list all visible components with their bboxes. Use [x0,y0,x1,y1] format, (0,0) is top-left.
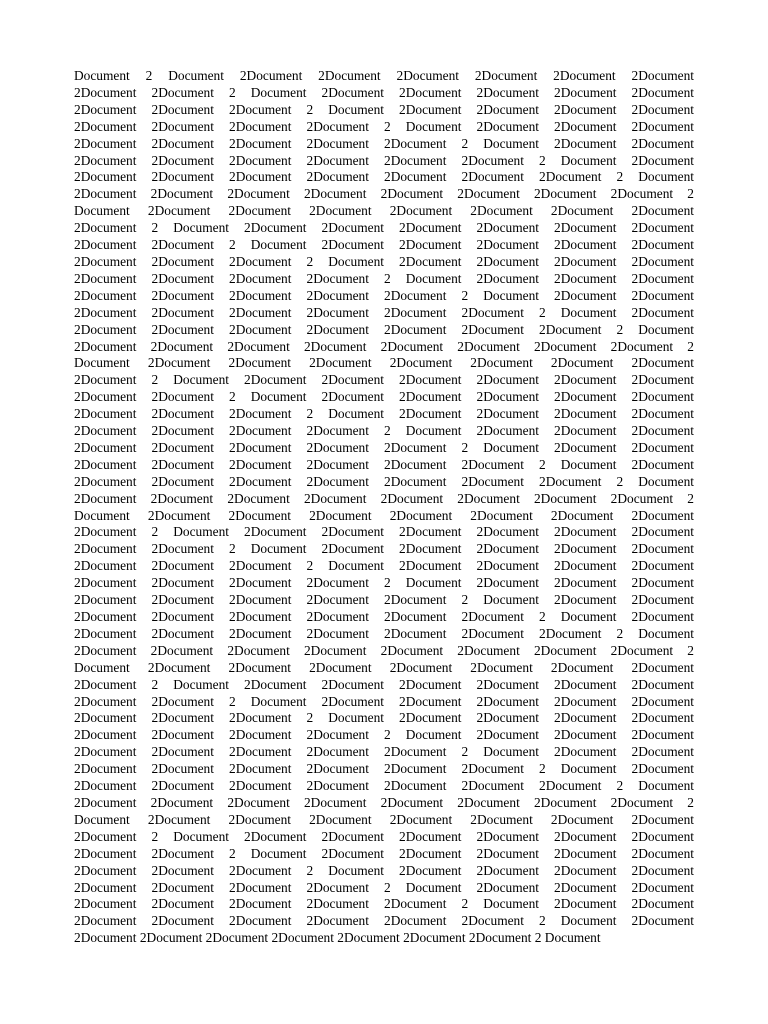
text-line: 2Document 2Document 2Document 2Document 2Document 2 Document 2Document 2Document [74,592,694,608]
text-line: 2Document 2Document 2Document 2Document 2Document 2Document 2Document 2Document 2 [74,794,694,810]
text-line: 2Document 2Document 2Document 2 Document 2Document 2Document 2Document 2Document [74,558,694,574]
text-line: Document 2 Document 2Document 2Document 2Document 2Document 2Document 2Document [74,68,694,83]
text-line: 2Document 2Document 2Document 2Document 2 Document 2Document 2Document 2Document [74,270,694,286]
text-line: 2Document 2 Document 2Document 2Document 2Document 2Document 2Document 2Document [74,828,694,844]
text-line: 2Document 2Document 2Document 2Document 2Document 2Document 2Document 2 Document [74,169,694,185]
text-line: 2Document 2Document 2Document 2Document 2 Document 2Document 2Document 2Document [74,423,694,439]
text-line: 2Document 2 Document 2Document 2Document 2Document 2Document 2Document 2Document [74,220,694,236]
document-body-text [74,68,694,947]
text-line: 2Document 2Document 2Document 2Document 2Document 2 Document 2Document 2Document [74,135,694,151]
text-line: 2Document 2Document 2Document 2Document 2 Document 2Document 2Document 2Document [74,879,694,895]
text-line: 2Document 2Document 2Document 2Document 2Document 2 Document 2Document 2Document [74,439,694,455]
text-line: 2Document 2Document 2Document 2Document 2Document 2Document 2Document 2Document 2 [74,338,694,354]
text-line: 2Document 2Document 2Document 2Document 2Document 2 Document 2Document 2Document [74,744,694,760]
text-line: 2Document 2 Document 2Document 2Document 2Document 2Document 2Document 2Document [74,676,694,692]
text-line: 2Document 2Document 2Document 2Document 2Document 2Document 2Document 2Document 2 [74,642,694,658]
text-line: 2Document 2Document 2Document 2Document 2Document 2Document 2 Document 2Document [74,152,694,168]
text-line: 2Document 2 Document 2Document 2Document 2Document 2Document 2Document 2Document [74,524,694,540]
text-line: 2Document 2Document 2Document 2Document 2Document 2Document 2Document 2 Document [74,625,694,641]
text-line: 2Document 2 Document 2Document 2Document 2Document 2Document 2Document 2Document [74,372,694,388]
text-line: 2Document 2Document 2Document 2 Document 2Document 2Document 2Document 2Document [74,253,694,269]
text-line: 2Document 2Document 2Document 2Document 2Document 2Document 2Document 2 Document [74,321,694,337]
text-line: 2Document 2Document 2Document 2 Document 2Document 2Document 2Document 2Document [74,710,694,726]
text-line: 2Document 2Document 2Document 2 Document 2Document 2Document 2Document 2Document [74,406,694,422]
text-line: 2Document 2Document 2Document 2Document 2 Document 2Document 2Document 2Document [74,118,694,134]
text-line: 2Document 2Document 2Document 2Document 2Document 2Document 2 Document 2Document [74,609,694,624]
text-line: Document 2Document 2Document 2Document 2Document 2Document 2Document 2Document [74,355,694,371]
text-line: 2Document 2Document 2Document 2Document 2Document 2Document 2Document 2 Document [74,473,694,489]
text-line: Document 2Document 2Document 2Document 2Document 2Document 2Document 2Document [74,203,694,219]
text-line: 2Document 2Document 2Document 2Document 2Document 2Document 2 Document 2Document [74,456,694,472]
text-line: 2Document 2Document 2 Document 2Document 2Document 2Document 2Document 2Document [74,845,694,861]
text-line: 2Document 2Document 2 Document 2Document 2Document 2Document 2Document 2Document [74,84,694,100]
text-line: 2Document 2Document 2 Document 2Document 2Document 2Document 2Document 2Document [74,389,694,405]
text-line: 2Document 2Document 2Document 2Document 2Document 2Document 2Document 2 Document [74,930,601,946]
text-line: Document 2Document 2Document 2Document 2Document 2Document 2Document 2Document [74,659,694,675]
text-line: Document 2Document 2Document 2Document 2Document 2Document 2Document 2Document [74,507,694,523]
text-line: 2Document 2Document 2Document 2Document 2Document 2Document 2Document 2Document 2 [74,490,694,506]
text-line: 2Document 2Document 2Document 2Document 2Document 2 Document 2Document 2Document [74,287,694,303]
text-line: 2Document 2Document 2 Document 2Document 2Document 2Document 2Document 2Document [74,237,694,253]
text-line: 2Document 2Document 2Document 2 Document 2Document 2Document 2Document 2Document [74,862,694,878]
text-line: 2Document 2Document 2Document 2Document 2 Document 2Document 2Document 2Document [74,575,694,591]
text-line: 2Document 2Document 2Document 2Document 2Document 2Document 2 Document 2Document [74,913,694,929]
text-line: 2Document 2Document 2Document 2Document 2Document 2Document 2 Document 2Document [74,304,694,320]
text-line: Document 2Document 2Document 2Document 2Document 2Document 2Document 2Document [74,811,694,827]
text-line: 2Document 2Document 2Document 2Document 2Document 2 Document 2Document 2Document [74,896,694,912]
text-line: 2Document 2Document 2Document 2Document 2Document 2Document 2Document 2Document 2 [74,186,694,202]
text-line: 2Document 2Document 2Document 2Document 2Document 2Document 2 Document 2Document [74,761,694,777]
text-line: 2Document 2Document 2Document 2Document 2Document 2Document 2Document 2 Document [74,778,694,794]
text-line: 2Document 2Document 2Document 2Document 2 Document 2Document 2Document 2Document [74,727,694,743]
text-line: 2Document 2Document 2Document 2 Document 2Document 2Document 2Document 2Document [74,101,694,117]
text-line: 2Document 2Document 2 Document 2Document 2Document 2Document 2Document 2Document [74,541,694,557]
text-line: 2Document 2Document 2 Document 2Document 2Document 2Document 2Document 2Document [74,693,694,709]
